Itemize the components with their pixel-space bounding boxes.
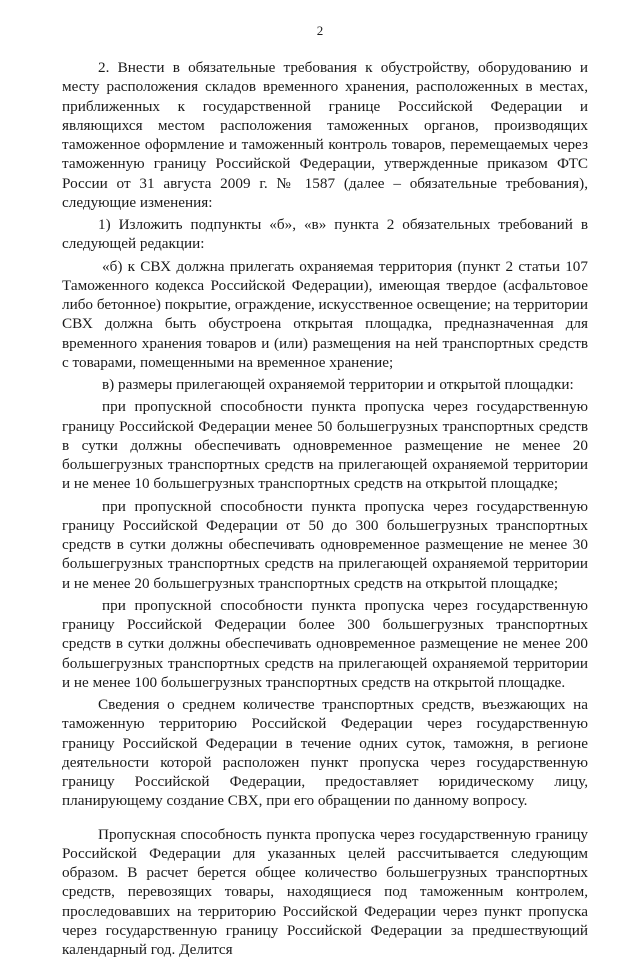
- paragraph-capacity-over-300: при пропускной способности пункта пропуска через государственную границу Российской Федерации более 300 большегрузных транспортных средств в сутки должны обеспечивать одновременное размещение не менее 200 большегрузных транспортных средств на прилегающей охраняемой территории и не менее 100 большегрузных транспортных средств на открытой площадке.: [62, 596, 588, 692]
- page-number: 2: [0, 23, 640, 39]
- paragraph-capacity-under-50: при пропускной способности пункта пропуска через государственную границу Российской Федерации менее 50 большегрузных транспортных средств в сутки должны обеспечивать одновременное размещение не менее 20 большегрузных транспортных средств на прилегающей охраняемой территории и не менее 10 большегрузных транспортных средств на открытой площадке;: [62, 397, 588, 493]
- document-body: [62, 58, 588, 959]
- paragraph-capacity-calculation: Пропускная способность пункта пропуска через государственную границу Российской Федерации для указанных целей рассчитывается следующим образом. В расчет берется общее количество большегрузных транспортных средств, перевозящих товары, находящиеся под таможенным контролем, проследовавших на территорию Российской Федерации через пункт пропуска через государственную границу Российской Федерации за предшествующий календарный год. Делится: [62, 825, 588, 959]
- paragraph-vehicle-information: Сведения о среднем количестве транспортных средств, въезжающих на таможенную территорию Российской Федерации через государственную границу Российской Федерации в течение одних суток, таможня, в регионе деятельности которой расположен пункт пропуска через государственную границу Российской Федерации, предоставляет юридическому лицу, планирующему создание СВХ, при его обращении по данному вопросу.: [62, 695, 588, 811]
- paragraph-subitem-1: 1) Изложить подпункты «б», «в» пункта 2 обязательных требований в следующей редакции:: [62, 215, 588, 254]
- paragraph-subitem-v: в) размеры прилегающей охраняемой территории и открытой площадки:: [62, 375, 588, 394]
- paragraph-capacity-50-300: при пропускной способности пункта пропуска через государственную границу Российской Федерации от 50 до 300 большегрузных транспортных средств в сутки должны обеспечивать одновременное размещение не менее 30 большегрузных транспортных средств на прилегающей охраняемой территории и не менее 20 большегрузных транспортных средств на открытой площадке;: [62, 497, 588, 593]
- paragraph-item-2-amendment: 2. Внести в обязательные требования к обустройству, оборудованию и месту расположения складов временного хранения, расположенных в местах, приближенных к государственной границе Российской Федерации и являющихся местом расположения таможенных органов, производящих таможенное оформление и таможенный контроль товаров, перемещаемых через таможенную границу Российской Федерации, утвержденные приказом ФТС России от 31 августа 2009 г. № 1587 (далее – обязательные требования), следующие изменения:: [62, 58, 588, 212]
- paragraph-subitem-b: «б) к СВХ должна прилегать охраняемая территория (пункт 2 статьи 107 Таможенного кодекса Российской Федерации), имеющая твердое (асфальтовое либо бетонное) покрытие, ограждение, искусственное освещение; на территории СВХ должна быть обустроена открытая площадка, предназначенная для временного хранения товаров и (или) размещения на ней транспортных средств с товарами, помещенными на временное хранение;: [62, 257, 588, 373]
